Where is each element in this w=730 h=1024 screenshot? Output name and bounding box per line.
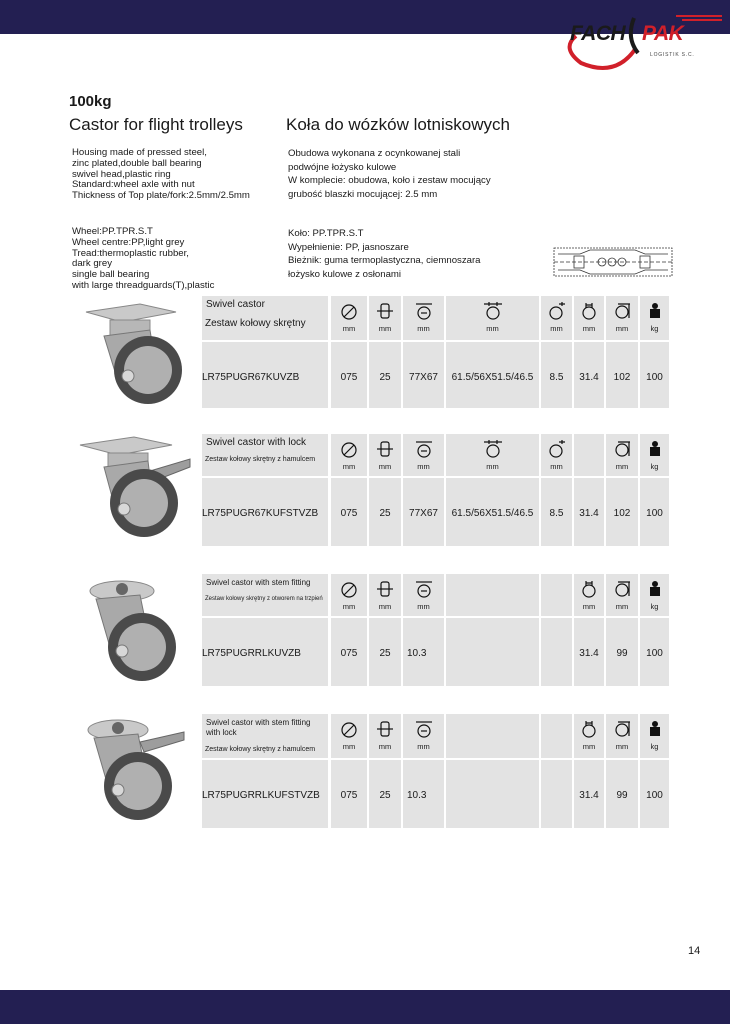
table-3-unit-7: mm [615, 602, 629, 611]
product-1-value-3: 77X67 [409, 372, 438, 383]
product-3-value-2: 25 [379, 648, 391, 659]
wheel-diameter-icon [339, 719, 359, 739]
wheel-width-icon [375, 719, 395, 739]
wheel-width-icon [375, 439, 395, 459]
product-1-value-2: 25 [379, 372, 391, 383]
bottom-bar [0, 990, 730, 1024]
table-4-body-cell-6 [541, 760, 572, 828]
table-3-unit-6: mm [582, 602, 596, 611]
product-1-value-5: 8.5 [549, 372, 564, 383]
table-4-unit-2: mm [378, 742, 392, 751]
product-1-name-pl: Zestaw kołowy skrętny [205, 318, 306, 329]
bolt-hole-spacing-icon [483, 439, 503, 459]
wheel-diameter-icon [339, 579, 359, 599]
bolt-hole-spacing-icon [483, 301, 503, 321]
product-1-code: LR75PUGR67KUVZB [202, 372, 300, 383]
table-2-unit-4: mm [486, 462, 499, 471]
product-4-name-pl: Zestaw kołowy skrętny z hamulcem [205, 746, 316, 753]
table-2-unit-1: mm [342, 462, 356, 471]
product-4-value-2: 25 [379, 790, 391, 801]
overall-height-icon [612, 439, 632, 459]
product-2-value-3: 77X67 [409, 508, 438, 519]
page-number: 14 [688, 945, 701, 957]
product-photo-stem-castor [80, 573, 180, 683]
table-2-unit-3: mm [417, 462, 430, 471]
product-4-value-6: 100 [646, 790, 663, 801]
table-1-unit-5: mm [550, 324, 563, 333]
wheel-diameter-icon [339, 301, 359, 321]
product-3-value-4: 31.4 [579, 648, 599, 659]
table-1-unit-7: mm [615, 324, 629, 333]
table-4-unit-7: mm [615, 742, 629, 751]
bolt-hole-icon [547, 439, 567, 459]
product-1-value-6: 31.4 [579, 372, 599, 383]
product-2-value-8: 100 [646, 508, 663, 519]
table-3-header-cell-6 [541, 574, 572, 616]
description-wheel-pl: Koło: PP.TPR.S.T Wypełnienie: PP, jasnoszare Bieżnik: guma termoplastyczna, ciemnoszara łożysko kulowe z osłonami [288, 228, 481, 280]
product-1-value-4: 61.5/56X51.5/46.5 [451, 372, 534, 383]
product-2-value-4: 61.5/56X51.5/46.5 [451, 508, 534, 519]
product-4-value-3: 10.3 [407, 790, 427, 801]
table-3-unit-2: mm [378, 602, 392, 611]
title-pl: Koła do wózków lotniskowych [286, 115, 510, 134]
table-4-unit-1: mm [342, 742, 356, 751]
wheel-width-icon [375, 301, 395, 321]
product-photo-swivel-castor-lock [78, 433, 194, 541]
product-photo-stem-castor-lock [78, 712, 190, 822]
table-3-unit-3: mm [417, 602, 430, 611]
load-weight-icon [645, 579, 665, 599]
table-3-unit-1: mm [342, 602, 356, 611]
product-3-name-en: Swivel castor with stem fitting [206, 578, 311, 587]
wheel-width-icon [375, 579, 395, 599]
table-2-unit-7: mm [615, 462, 629, 471]
product-1-value-1: 075 [340, 372, 358, 383]
table-1-unit-3: mm [417, 324, 430, 333]
logo-subtitle: LOGISTIK S.C. [650, 52, 695, 58]
product-3-name-pl: Zestaw kołowy skrętny z otworem na trzpień [205, 596, 323, 602]
product-4-name-en: Swivel castor with stem fitting with lock [206, 718, 311, 737]
table-2-header-cell-7 [574, 434, 604, 476]
swivel-offset-icon [579, 579, 599, 599]
brand-logo [556, 8, 724, 72]
logo-text-fach: FACH [570, 22, 626, 45]
table-1-unit-6: mm [582, 324, 596, 333]
table-1-unit-4: mm [486, 324, 499, 333]
bearing-diagram-icon [550, 244, 675, 280]
product-2-code: LR75PUGR67KUFSTVZB [202, 508, 319, 519]
table-4-unit-8: kg [650, 742, 659, 751]
description-housing-en: Housing made of pressed steel, zinc plated,double ball bearing swivel head,plastic ring Standard:wheel axle with nut Thickness of Top plate/fork:2.5mm/2.5mm [72, 147, 250, 202]
product-4-value-5: 99 [616, 790, 628, 801]
top-plate-icon [414, 301, 434, 321]
product-3-value-5: 99 [616, 648, 628, 659]
product-4-code: LR75PUGRRLKUFSTVZB [202, 790, 320, 801]
product-2-value-7: 102 [613, 508, 631, 519]
table-1-unit-8: kg [650, 324, 659, 333]
bolt-hole-icon [547, 301, 567, 321]
product-2-name-en: Swivel castor with lock [206, 437, 307, 448]
product-2-name-pl: Zestaw kołowy skrętny z hamulcem [205, 456, 316, 463]
logo-text-pak: PAK [642, 22, 684, 45]
product-2-value-5: 8.5 [549, 508, 564, 519]
title-en: Castor for flight trolleys [69, 115, 243, 134]
wheel-diameter-icon [339, 439, 359, 459]
product-photo-swivel-castor [80, 300, 190, 408]
product-2-value-2: 25 [379, 508, 391, 519]
table-3-body-cell-5 [446, 618, 539, 686]
table-2-unit-2: mm [378, 462, 392, 471]
product-3-value-3: 10.3 [407, 648, 427, 659]
description-housing-pl: Obudowa wykonana z ocynkowanej stali podwójne łożysko kulowe W komplecie: obudowa, koło i zestaw mocujący grubość blaszki mocującej: 2.5 mm [288, 148, 491, 200]
product-1-name-en: Swivel castor [206, 299, 265, 310]
top-plate-icon [414, 579, 434, 599]
table-4-unit-3: mm [417, 742, 430, 751]
top-plate-icon [414, 439, 434, 459]
description-wheel-en: Wheel:PP.TPR.S.T Wheel centre:PP,light grey Tread:thermoplastic rubber, dark grey single ball bearing with large threadguards(T),plastic [72, 226, 215, 291]
capacity-heading: 100kg [69, 93, 112, 110]
product-1-value-8: 100 [646, 372, 663, 383]
load-weight-icon [645, 439, 665, 459]
table-2-unit-8: kg [650, 462, 659, 471]
overall-height-icon [612, 301, 632, 321]
table-2-unit-5: mm [550, 462, 563, 471]
table-4-body-cell-5 [446, 760, 539, 828]
product-1-value-7: 102 [613, 372, 631, 383]
top-plate-icon [414, 719, 434, 739]
load-weight-icon [645, 719, 665, 739]
table-4-unit-6: mm [582, 742, 596, 751]
overall-height-icon [612, 719, 632, 739]
table-3-unit-8: kg [650, 602, 659, 611]
table-1-unit-2: mm [378, 324, 392, 333]
product-2-value-1: 075 [340, 508, 358, 519]
swivel-offset-icon [579, 719, 599, 739]
table-1-unit-1: mm [342, 324, 356, 333]
product-3-value-6: 100 [646, 648, 663, 659]
product-4-value-1: 075 [340, 790, 358, 801]
table-4-header-cell-6 [541, 714, 572, 758]
product-4-value-4: 31.4 [579, 790, 599, 801]
table-4-header-cell-5 [446, 714, 539, 758]
product-3-code: LR75PUGRRLKUVZB [202, 648, 301, 659]
table-3-body-cell-6 [541, 618, 572, 686]
overall-height-icon [612, 579, 632, 599]
load-weight-icon [645, 301, 665, 321]
swivel-offset-icon [579, 301, 599, 321]
product-3-value-1: 075 [340, 648, 358, 659]
product-2-value-6: 31.4 [579, 508, 599, 519]
table-3-header-cell-5 [446, 574, 539, 616]
